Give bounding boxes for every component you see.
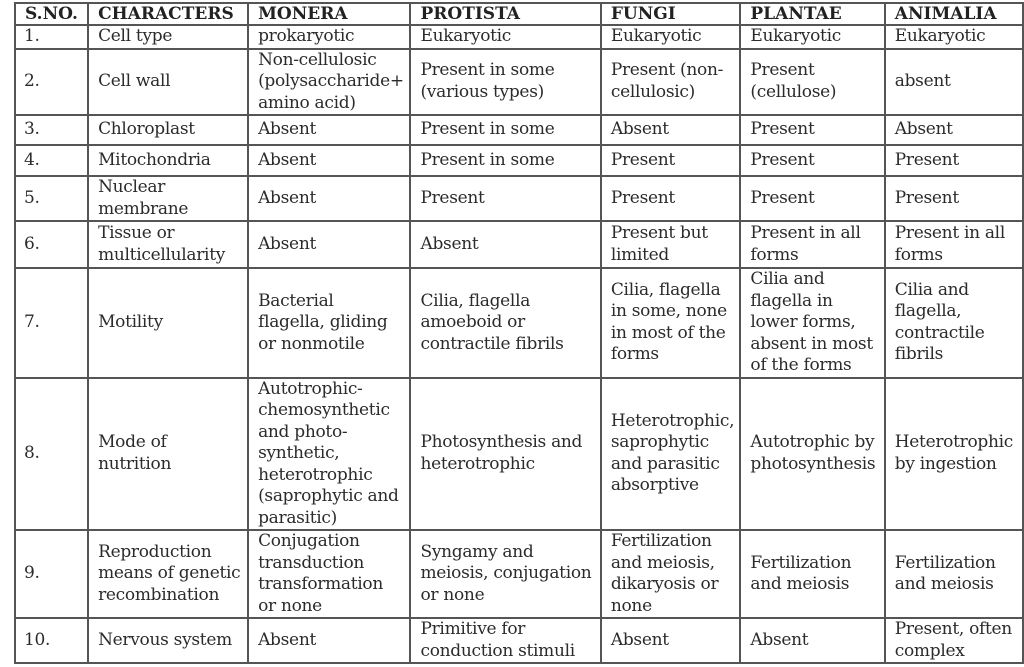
cell-text-line: Syngamy and [420,541,534,562]
cell-text-line: nutrition [98,453,172,474]
cell-text-line: Present in all [894,223,1005,243]
cell-text-line: meiosis, conjugation [420,563,592,584]
cell-text-line: synthetic, [258,443,340,463]
cell-text-line: Mode of [98,432,167,453]
cell-fungi [601,115,741,145]
cell-text-line: transformation [258,574,384,594]
cell-text-line: and photo- [258,421,348,442]
cell-text-line: Absent [258,149,317,170]
cell-text-line: Eukaryotic [610,26,702,46]
cell-monera [248,618,410,663]
cell-animalia [885,49,1023,116]
cell-monera [248,221,410,268]
cell-monera [248,530,410,618]
cell-text-line: Eukaryotic [420,26,512,46]
cell-protista [410,176,600,221]
cell-fungi [601,221,741,268]
cell-text-line: Absent [258,233,317,254]
cell-text-line: heterotrophic [420,453,535,474]
cell-animalia [885,268,1023,378]
cell-text-line: (saprophytic and [258,486,399,506]
cell-text-line: Eukaryotic [750,26,841,46]
cell-monera [248,378,410,531]
cell-text-line: Absent [420,233,479,254]
cell-text-line: and meiosis, [610,552,715,573]
cell-sno: 5. [15,176,88,221]
header-row [15,3,1023,25]
cell-text-line: (polysaccharide+ [258,71,404,91]
cell-plantae [740,145,884,176]
cell-text-line: Present (non- [610,60,724,81]
cell-text-line: of the forms [750,355,852,375]
cell-character [88,530,248,618]
cell-text-line: and meiosis [750,574,850,594]
cell-fungi [601,530,741,618]
cell-text-line: Absent [258,119,317,140]
cell-text-line: conduction stimuli [420,640,575,661]
table-row [15,378,1023,531]
cell-sno: 2. [15,49,88,116]
cell-animalia [885,25,1023,49]
cell-text-line: Absent [258,187,317,208]
cell-text-line: contractile [894,322,985,343]
table-row [15,618,1023,663]
table-row [15,25,1023,49]
cell-plantae [740,115,884,145]
cell-fungi [601,49,741,116]
cell-text-line: absent [894,71,951,91]
cell-text-line: Present but [610,223,708,243]
cell-text-line: Present [750,187,815,208]
cell-text-line: flagella in [750,290,833,311]
cell-text-line: Cilia and [894,279,969,300]
header-characters: CHARACTERS [88,3,248,25]
cell-sno: 7. [15,268,88,378]
cell-text-line: forms [610,344,659,365]
cell-text-line: Absent [610,119,669,140]
cell-plantae [740,176,884,221]
cell-text-line: Present in some [420,119,555,140]
table-row [15,176,1023,221]
cell-animalia [885,530,1023,618]
cell-text-line: forms [894,244,943,265]
cell-text-line: Cell wall [98,71,171,91]
cell-text-line: amino acid) [258,92,356,113]
cell-text-line: Mitochondria [98,149,211,170]
table-row [15,49,1023,116]
header-fungi: FUNGI [601,3,741,25]
cell-sno: 1. [15,25,88,49]
header-sno: S.NO. [15,3,88,25]
cell-fungi [601,176,741,221]
cell-text-line: or none [258,595,322,616]
cell-animalia [885,115,1023,145]
cell-text-line: Present [420,187,485,208]
cell-text-line: Absent [610,629,669,650]
cell-text-line: recombination [98,584,220,605]
cell-text-line: Present [610,149,675,170]
cell-text-line: Nervous system [98,629,232,650]
cell-text-line: Chloroplast [98,119,195,140]
cell-character [88,618,248,663]
table-row [15,145,1023,176]
cell-character [88,115,248,145]
cell-plantae [740,49,884,116]
cell-sno: 10. [15,618,88,663]
cell-text-line: flagella, gliding [258,312,388,332]
cell-text-line: Present [894,149,959,170]
cell-text-line: by ingestion [894,453,997,474]
cell-text-line: means of genetic [98,563,241,584]
header-protista: PROTISTA [410,3,600,25]
cell-fungi [601,618,741,663]
cell-text-line: Conjugation [258,531,360,551]
cell-character [88,221,248,268]
cell-sno: 6. [15,221,88,268]
cell-text-line: Present [894,187,959,208]
cell-text-line: absorptive [610,475,699,496]
cell-fungi [601,268,741,378]
cell-animalia [885,145,1023,176]
cell-text-line: and parasitic [610,453,720,474]
cell-text-line: multicellularity [98,244,226,265]
cell-text-line: Motility [98,312,163,332]
cell-text-line: or none [420,584,485,605]
cell-character [88,268,248,378]
cell-protista [410,221,600,268]
cell-protista [410,115,600,145]
cell-protista [410,25,600,49]
cell-text-line: Absent [750,629,809,650]
cell-text-line: Fertilization [610,531,712,551]
cell-animalia [885,378,1023,531]
cell-sno: 8. [15,378,88,531]
cell-text-line: Tissue or [98,223,175,243]
cell-animalia [885,618,1023,663]
cell-text-line: none [610,595,652,616]
cell-text-line: Absent [258,629,317,650]
table-body [15,25,1023,663]
cell-text-line: Fertilization [894,552,996,573]
cell-text-line: Cell type [98,26,173,46]
cell-character [88,49,248,116]
cell-text-line: limited [610,244,669,265]
cell-monera [248,176,410,221]
cell-plantae [740,25,884,49]
cell-protista [410,378,600,531]
cell-text-line: flagella, [894,301,962,322]
cell-text-line: (various types) [420,81,544,102]
header-monera: MONERA [248,3,410,25]
cell-text-line: Eukaryotic [894,26,986,46]
cell-text-line: Cilia, flagella [610,279,721,300]
cell-text-line: (cellulose) [750,81,837,102]
cell-text-line: complex [894,640,965,661]
cell-text-line: Present, often [894,619,1012,639]
cell-fungi [601,145,741,176]
table-row [15,115,1023,145]
cell-protista [410,618,600,663]
kingdom-comparison-table [14,2,1024,664]
cell-text-line: Heterotrophic, [610,410,735,431]
cell-fungi [601,25,741,49]
cell-character [88,378,248,531]
cell-text-line: Absent [894,119,953,140]
cell-text-line: or nonmotile [258,333,365,354]
cell-text-line: in most of the [610,322,726,343]
cell-text-line: transduction [258,552,365,573]
cell-text-line: prokaryotic [258,26,355,46]
cell-text-line: chemosynthetic [258,400,390,420]
cell-text-line: Present [750,119,815,140]
cell-sno: 9. [15,530,88,618]
cell-text-line: Reproduction [98,541,212,562]
cell-text-line: Present in some [420,60,555,81]
cell-text-line: Autotrophic- [258,378,363,399]
cell-plantae [740,378,884,531]
cell-text-line: Bacterial [258,290,334,311]
cell-character [88,176,248,221]
cell-protista [410,145,600,176]
cell-sno: 4. [15,145,88,176]
cell-text-line: in some, none [610,301,727,322]
table-row [15,268,1023,378]
cell-plantae [740,268,884,378]
cell-plantae [740,221,884,268]
cell-fungi [601,378,741,531]
cell-text-line: Photosynthesis and [420,432,583,453]
cell-sno: 3. [15,115,88,145]
cell-text-line: Fertilization [750,552,852,573]
cell-text-line: membrane [98,198,189,219]
cell-text-line: forms [750,244,799,265]
cell-text-line: Present in all [750,223,861,243]
cell-animalia [885,221,1023,268]
cell-text-line: Present in some [420,149,555,170]
cell-text-line: Nuclear [98,177,166,197]
cell-character [88,145,248,176]
cell-text-line: Present [750,149,815,170]
cell-text-line: Present [750,60,815,81]
cell-monera [248,145,410,176]
cell-text-line: parasitic) [258,507,337,528]
cell-text-line: Autotrophic by [750,432,875,453]
cell-text-line: heterotrophic [258,464,373,485]
cell-protista [410,268,600,378]
table-header [15,3,1023,25]
cell-monera [248,115,410,145]
header-plantae: PLANTAE [740,3,884,25]
cell-text-line: absent in most [750,333,873,354]
cell-text-line: cellulosic) [610,81,695,102]
cell-protista [410,530,600,618]
cell-text-line: and meiosis [894,574,994,594]
cell-text-line: lower forms, [750,312,856,332]
header-animalia: ANIMALIA [885,3,1023,25]
cell-text-line: Heterotrophic [894,432,1013,453]
cell-text-line: Cilia, flagella [420,290,531,311]
cell-text-line: Non-cellulosic [258,49,377,70]
table-row [15,530,1023,618]
cell-text-line: Cilia and [750,269,825,289]
cell-character [88,25,248,49]
cell-plantae [740,530,884,618]
cell-text-line: Primitive for [420,619,526,639]
cell-text-line: contractile fibrils [420,333,564,354]
cell-text-line: amoeboid or [420,312,525,332]
cell-text-line: photosynthesis [750,453,876,474]
cell-monera [248,268,410,378]
cell-protista [410,49,600,116]
cell-plantae [740,618,884,663]
table-row [15,221,1023,268]
cell-text-line: Present [610,187,675,208]
cell-text-line: fibrils [894,344,944,365]
cell-monera [248,49,410,116]
cell-monera [248,25,410,49]
cell-text-line: dikaryosis or [610,574,719,594]
cell-animalia [885,176,1023,221]
cell-text-line: saprophytic [610,432,709,453]
